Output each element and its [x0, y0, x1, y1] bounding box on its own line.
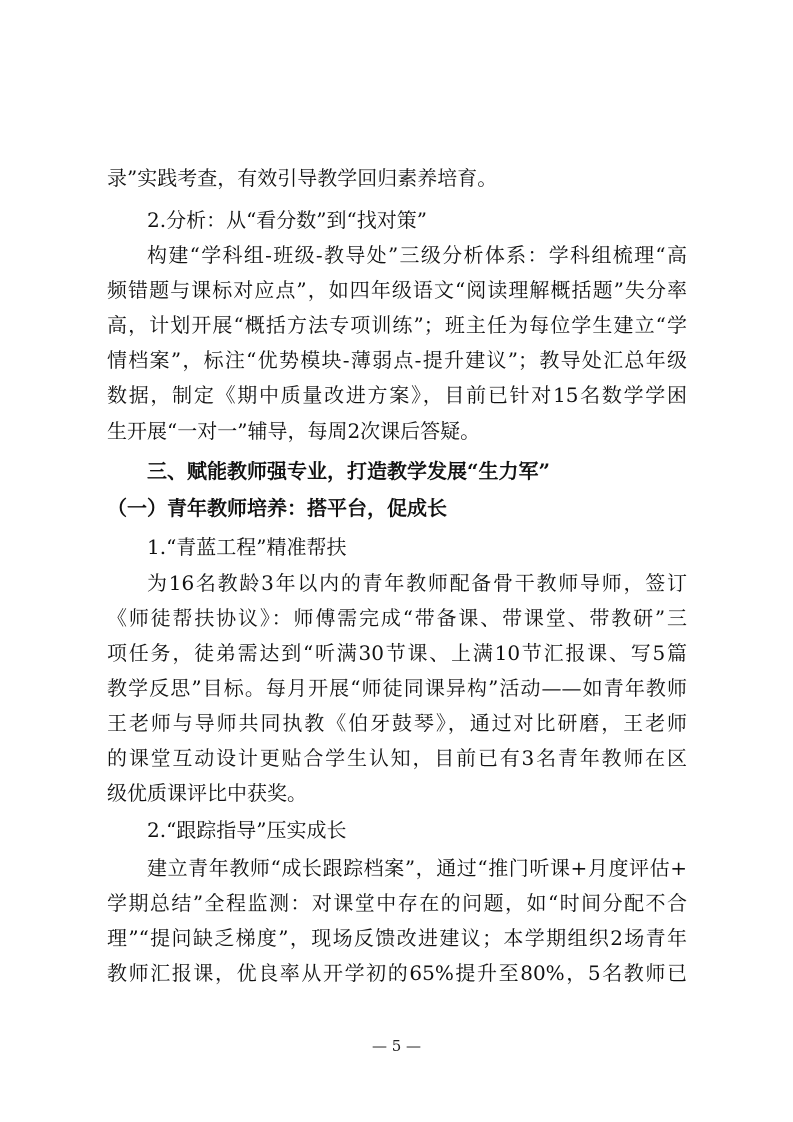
paragraph-line: 为16名教龄3年以内的青年教师配备骨干教师导师，签订	[147, 571, 687, 595]
paragraph-line: 教师汇报课，优良率从开学初的65%提升至80%，5名教师已	[107, 961, 687, 985]
subheading-tracking: 2.“跟踪指导”压实成长	[147, 818, 347, 842]
paragraph-line: 理”“提问缺乏梯度”，现场反馈改进建议；本学期组织2场青年	[107, 926, 687, 950]
subsection-heading: （一）青年教师培养：搭平台，促成长	[107, 496, 447, 520]
paragraph-line: 数据，制定《期中质量改进方案》，目前已针对15名数学学困	[107, 383, 687, 407]
subheading-qinglan: 1.“青蓝工程”精准帮扶	[147, 535, 347, 559]
paragraph-line: 录”实践考查，有效引导教学回归素养培育。	[107, 166, 498, 190]
paragraph-line: 项任务，徒弟需达到“听满30节课、上满10节汇报课、写5篇	[107, 641, 687, 665]
subheading-analysis: 2.分析：从“看分数”到“找对策”	[147, 208, 427, 232]
section-heading-three: 三、赋能教师强专业，打造教学发展“生力军”	[147, 459, 551, 483]
paragraph-line: 教学反思”目标。每月开展“师徒同课异构”活动——如青年教师	[107, 676, 687, 700]
paragraph-line: 构建“学科组-班级-教导处”三级分析体系：学科组梳理“高	[147, 243, 687, 267]
paragraph-line: 频错题与课标对应点”，如四年级语文“阅读理解概括题”失分率	[107, 278, 687, 302]
paragraph-line: 王老师与导师共同执教《伯牙鼓琴》，通过对比研磨，王老师	[107, 711, 687, 735]
paragraph-line: 情档案”，标注“优势模块-薄弱点-提升建议”；教导处汇总年级	[107, 348, 687, 372]
page-number: — 5 —	[371, 1037, 422, 1055]
paragraph-line: 级优质课评比中获奖。	[107, 781, 307, 805]
paragraph-line: 建立青年教师“成长跟踪档案”，通过“推门听课+月度评估+	[147, 856, 687, 880]
paragraph-line: 学期总结”全程监测：对课堂中存在的问题，如“时间分配不合	[107, 891, 687, 915]
paragraph-line: 高，计划开展“概括方法专项训练”；班主任为每位学生建立“学	[107, 313, 687, 337]
paragraph-line: 《师徒帮扶协议》：师傅需完成“带备课、带课堂、带教研”三	[107, 606, 687, 630]
paragraph-line: 生开展“一对一”辅导，每周2次课后答疑。	[107, 419, 481, 443]
paragraph-line: 的课堂互动设计更贴合学生认知，目前已有3名青年教师在区	[107, 746, 687, 770]
